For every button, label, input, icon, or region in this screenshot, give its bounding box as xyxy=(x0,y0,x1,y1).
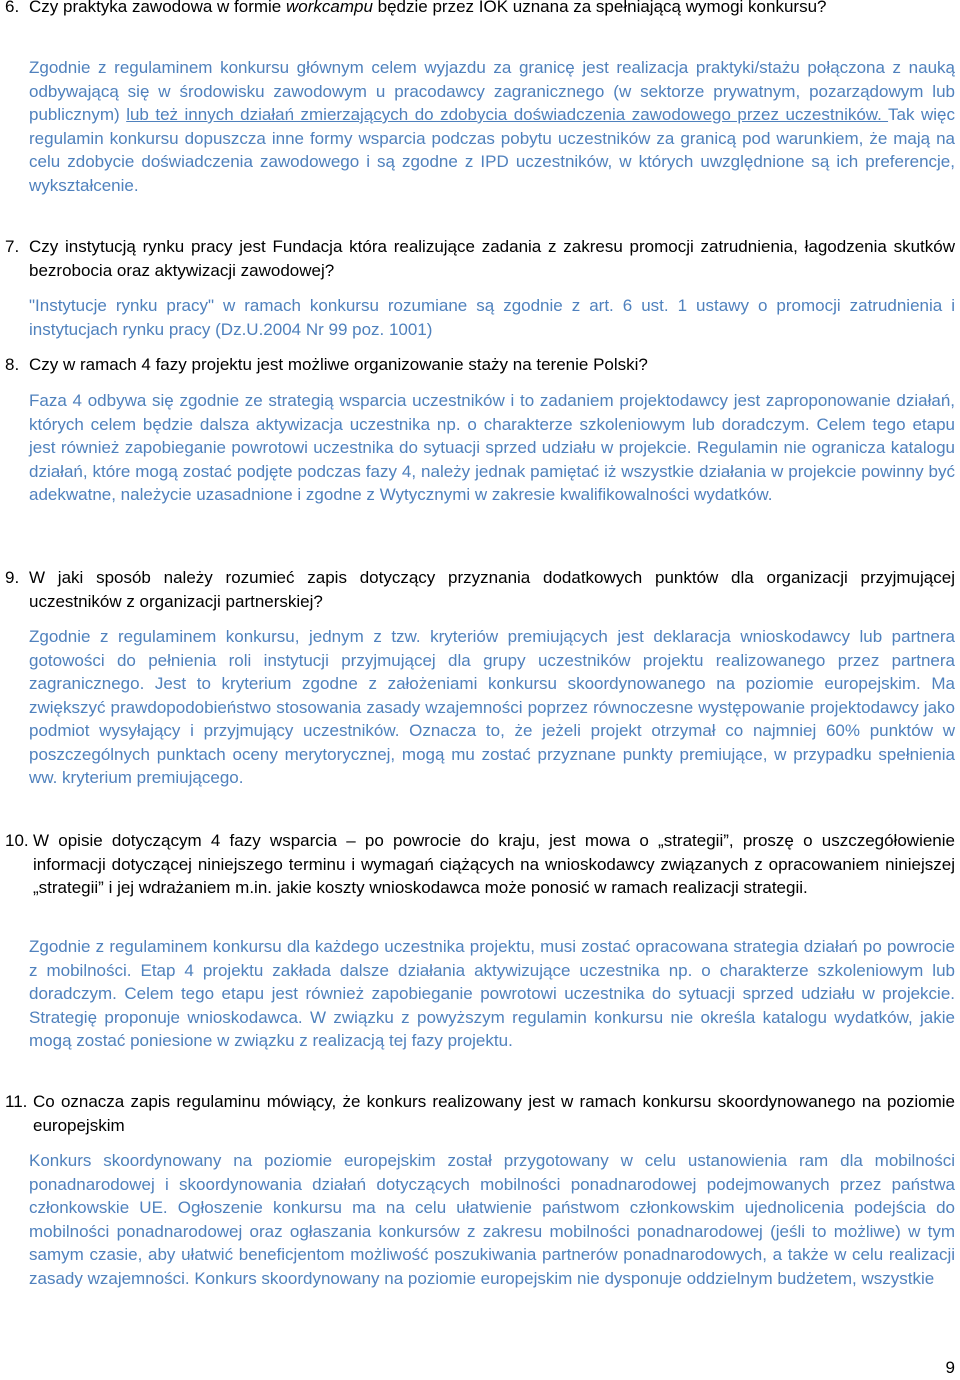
answer-7: "Instytucje rynku pracy" w ramach konkursu rozumiane są zgodnie z art. 6 ust. 1 ustawy o promocji zatrudnienia i instytucjach rynku pracy (Dz.U.2004 Nr 99 poz. 1001) xyxy=(29,296,955,339)
question-text: W jaki sposób należy rozumieć zapis dotyczący przyznania dodatkowych punktów dla organizacji przyjmującej uczestników z organizacji partnerskiej? xyxy=(29,568,955,611)
answer-10: Zgodnie z regulaminem konkursu dla każdego uczestnika projektu, musi zostać opracowana strategia działań po powrocie z mobilności. Etap 4 projektu zakłada dalsze działania aktywizujące uczestnika np. o charakterze szkoleniowym lub doradczym. Celem tego etapu jest również zapobieganie powrotowi uczestnika do sytuacji sprzed udziału w projekcie. Strategię proponuje wnioskodawca. W związku z powyższym regulamin konkursu nie określa katalogu wydatków, jakie mogą zostać poniesione w związku z realizacją tej fazy projektu. xyxy=(29,937,955,1050)
question-number: 7. xyxy=(5,237,20,256)
question-10 xyxy=(5,829,955,900)
answer-11: Konkurs skoordynowany na poziomie europejskim został przygotowany w celu ustanowienia ram dla mobilności ponadnarodowej i skoordynowania działań dotyczących mobilności ponadnarodowej podejmowanych przez państwa członkowskie UE. Ogłoszenie konkursu ma na celu ułatwienie państwom członkowskim ujednolicenia podejścia do mobilności ponadnarodowej oraz ogłaszania konkursów z zakresu mobilności ponadnarodowej (jeśli to możliwe) w tym samym czasie, aby ułatwić beneficjentom możliwość poszukiwania partnerów ponadnarodowych, a także w celu realizacji zasady wzajemności. Konkurs skoordynowany na poziomie europejskim nie dysponuje oddzielnym budżetem, wszystkie xyxy=(29,1151,955,1288)
answer-8: Faza 4 odbywa się zgodnie ze strategią wsparcia uczestników i to zadaniem projektodawcy jest zaproponowanie działań, których celem będzie dalsza aktywizacja uczestnika np. o charakterze szkoleniowym lub doradczym. Celem tego etapu jest również zapobieganie powrotowi uczestnika do sytuacji sprzed udziału w projekcie. Regulamin nie ogranicza katalogu działań, które mogą zostać podjęte podczas fazy 4, należy jednak pamiętać iż wszystkie działania w projekcie powinny być adekwatne, należycie uzasadnione i zgodne z Wytycznymi w zakresie kwalifikowalności wydatków. xyxy=(29,391,955,504)
answer-9: Zgodnie z regulaminem konkursu, jednym z tzw. kryteriów premiujących jest deklaracja wnioskodawcy lub partnera gotowości do pełnienia roli instytucji przyjmującej dla grupy uczestników projektu realizowanego przez partnera zagranicznego. Jest to kryterium zgodne z założeniami konkursu skoordynowanego na poziomie europejskim. Ma zwiększyć prawdopodobieństwo stosowania zasady wzajemności poprzez równoczesne występowanie projektodawcy jako podmiot wysyłający i przyjmujący uczestników. Oznacza to, że jeżeli projekt otrzymał co najmniej 60% punktów w poszczególnych punktach oceny merytorycznej, mogą mu zostać przyznane punkty premiujące, w przypadku spełnienia ww. kryterium premiującego. xyxy=(29,627,955,787)
question-9 xyxy=(5,566,955,613)
question-6 xyxy=(5,0,955,19)
emphasis-workcampu: workcampu xyxy=(285,0,373,16)
answer-6: Zgodnie z regulaminem konkursu głównym celem wyjazdu za granicę jest realizacja praktyki/stażu połączona z nauką odbywającą się w środowisku zawodowym u pracodawcy zagranicznego (w sektorze prywatnym, pozarządowym lub publicznym) lub też innych działań zmierzających do zdobycia doświadczenia zawodowego przez uczestników. Tak więc regulamin konkursu dopuszcza inne formy wsparcia podczas pobytu uczestników za granicą pod warunkiem, że mają na celu zdobycie doświadczenia zawodowego i są zgodne z IPD uczestników, w których uwzględnione są ich preferencje, wykształcenie. xyxy=(29,58,955,195)
question-text: Co oznacza zapis regulaminu mówiący, że konkurs realizowany jest w ramach konkursu skoordynowanego na poziomie europejskim xyxy=(33,1092,955,1135)
question-text: Czy instytucją rynku pracy jest Fundacja która realizujące zadania z zakresu promocji zatrudnienia, łagodzenia skutków bezrobocia oraz aktywizacji zawodowej? xyxy=(29,237,955,280)
question-number: 6. xyxy=(5,0,20,16)
question-text: Czy w ramach 4 fazy projektu jest możliwe organizowanie staży na terenie Polski? xyxy=(29,355,648,374)
question-number: 11. xyxy=(5,1092,28,1111)
question-number: 10. xyxy=(5,831,29,850)
page-number: 9 xyxy=(945,1358,955,1377)
question-number: 8. xyxy=(5,355,20,374)
question-text: W opisie dotyczącym 4 fazy wsparcia – po powrocie do kraju, jest mowa o „strategii”, proszę o uszczegółowienie informacji dotyczącej niniejszego terminu i wymagań ciążących na wnioskodawcy związanych z opracowaniem niniejszej „strategii” i jej wdrażaniem m.in. jakie koszty wnioskodawca może ponosić w ramach realizacji strategii. xyxy=(33,831,955,897)
question-11 xyxy=(5,1090,955,1137)
question-text: Czy praktyka zawodowa w formie workcampu będzie przez IOK uznana za spełniającą wymogi konkursu? xyxy=(29,0,955,19)
underlined-text: lub też innych działań zmierzających do zdobycia doświadczenia zawodowego przez uczestników. xyxy=(126,105,889,124)
question-number: 9. xyxy=(5,568,20,587)
question-8 xyxy=(5,353,955,377)
question-7 xyxy=(5,235,955,282)
